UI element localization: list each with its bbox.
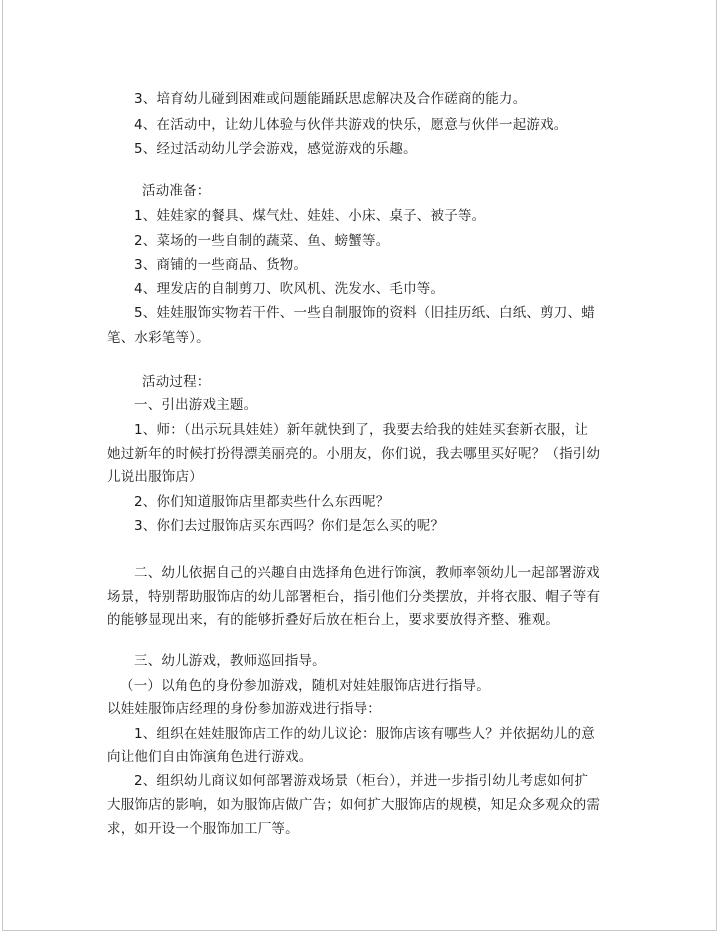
section-3-item-2-line-2: 大服饰店的影响，如为服饰店做广告；如何扩大服饰店的规模，知足众多观众的需 [107, 797, 601, 813]
preparation-heading: 活动准备： [142, 183, 211, 199]
preparation-item-3: 3、商铺的一些商品、货物。 [134, 257, 308, 273]
section-2-line-2: 场景，特别帮助服饰店的幼儿部署柜台，指引他们分类摆放，并将衣服、帽子等有 [107, 589, 601, 605]
preparation-item-4: 4、理发店的自制剪刀、吹风机、洗发水、毛巾等。 [134, 281, 445, 297]
section-1-item-2: 2、你们知道服饰店里都卖些什么东西呢？ [134, 494, 390, 510]
section-3-item-2-line-1: 2、组织幼儿商议如何部署游戏场景（柜台），并进一步指引幼儿考虑如何扩 [134, 773, 589, 789]
objective-item-3: 3、培育幼儿碰到困难或问题能踊跃思虑解决及合作磋商的能力。 [134, 91, 527, 107]
section-1-title: 一、引出游戏主题。 [134, 397, 258, 413]
section-1-item-1-line-3: 儿说出服饰店） [107, 469, 203, 485]
process-heading: 活动过程： [142, 374, 211, 390]
objective-item-5: 5、经过活动幼儿学会游戏，感觉游戏的乐趣。 [134, 141, 417, 157]
section-1-item-1-line-1: 1、师：（出示玩具娃娃）新年就快到了，我要去给我的娃娃买套新衣服，让 [134, 422, 589, 438]
section-2-line-3: 的能够显现出来，有的能够折叠好后放在柜台上，要求要放得齐整、雅观。 [107, 612, 560, 628]
preparation-item-2: 2、菜场的一些自制的蔬菜、鱼、螃蟹等。 [134, 233, 390, 249]
preparation-item-5-line-1: 5、娃娃服饰实物若干件、一些自制服饰的资料（旧挂历纸、白纸、剪刀、蜡 [134, 305, 595, 321]
objective-item-4: 4、在活动中，让幼儿体验与伙伴共游戏的快乐，愿意与伙伴一起游戏。 [134, 117, 568, 133]
preparation-item-1: 1、娃娃家的餐具、煤气灶、娃娃、小床、桌子、被子等。 [134, 208, 486, 224]
section-3-sub-1-intro: 以娃娃服饰店经理的身份参加游戏进行指导： [107, 701, 381, 717]
preparation-item-5-line-2: 笔、水彩笔等）。 [107, 330, 210, 346]
section-1-item-3: 3、你们去过服饰店买东西吗？你们是怎么买的呢？ [134, 518, 445, 534]
section-1-item-1-line-2: 她过新年的时候打扮得漂美丽亮的。小朋友，你们说，我去哪里买好呢？（指引幼 [107, 446, 601, 462]
section-3-item-2-line-3: 求，如开设一个服饰加工厂等。 [107, 821, 299, 837]
section-3-item-1-line-2: 向让他们自由饰演角色进行游戏。 [107, 749, 313, 765]
section-2-line-1: 二、幼儿依据自己的兴趣自由选择角色进行饰演，教师率领幼儿一起部署游戏 [134, 565, 600, 581]
section-3-title: 三、幼儿游戏，教师巡回指导。 [134, 653, 326, 669]
section-3-item-1-line-1: 1、组织在娃娃服饰店工作的幼儿议论：服饰店该有哪些人？并依据幼儿的意 [134, 726, 595, 742]
section-3-sub-1: （一）以角色的身份参加游戏，随机对娃娃服饰店进行指导。 [120, 678, 490, 694]
